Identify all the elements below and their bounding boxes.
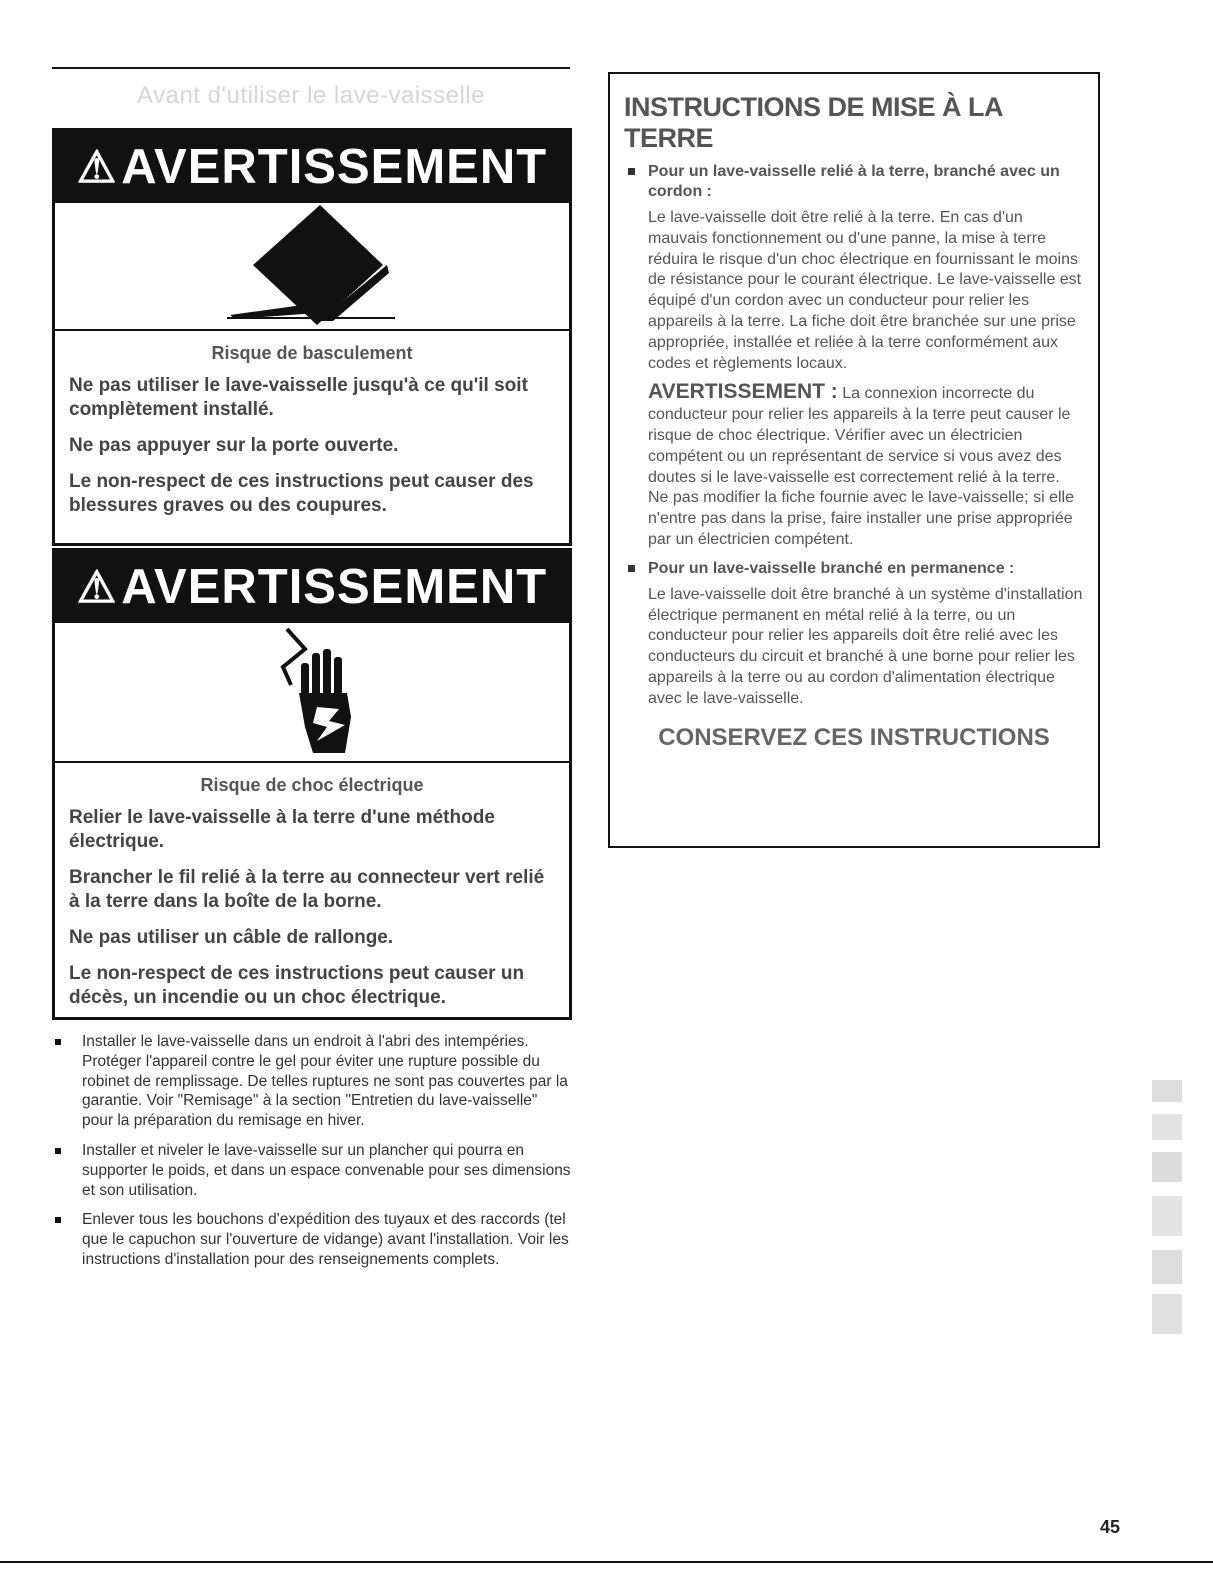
- warning-line: Ne pas utiliser un câble de rallonge.: [69, 927, 394, 948]
- warning-line: Brancher le fil relié à la terre au connecteur vert relié à la terre dans la boîte de la borne.: [69, 867, 545, 912]
- warning-line: Ne pas appuyer sur la porte ouverte.: [69, 435, 399, 456]
- grounding-body: Le lave-vaisselle doit être branché à un système d'installation électrique permanent en métal relié à la terre, ou un conducteur pour relier les appareils doit être relié avec les conducteurs du circuit et branché à une borne pour relier les appareils à la terre ou au cordon d'alimentation électrique avec le lave-vaisselle.: [648, 585, 1083, 707]
- list-item: [52, 1032, 572, 1131]
- grounding-warning-text: La connexion incorrecte du conducteur pour relier les appareils à la terre peut causer le risque de choc électrique. Vérifier avec un électricien compétent ou un représentant de service si vous avez des doutes si le lave-vaisselle est correctement relié à la terre. Ne pas modifier la fiche fournie avec le lave-vaisselle; si elle n'entre pas dans la prise, faire installer une prise appropriée par un électricien compétent.: [648, 385, 1074, 548]
- bullet-icon: [55, 1039, 61, 1045]
- warning-triangle-icon: ⚠: [76, 142, 118, 192]
- grounding-bullet: [610, 559, 1098, 579]
- grounding-title: INSTRUCTIONS DE MISE À LA TERRE: [624, 92, 1003, 153]
- risk-label: Risque de choc électrique: [200, 775, 424, 795]
- grounding-bullet-text: Pour un lave-vaisselle branché en permanence :: [648, 559, 1015, 577]
- warning-line: Le non-respect de ces instructions peut causer des blessures graves ou des coupures.: [69, 471, 534, 516]
- warning-header: [55, 131, 569, 203]
- risk-label: Risque de basculement: [211, 343, 413, 363]
- warning-line: Ne pas utiliser le lave-vaisselle jusqu'à ce qu'il soit complètement installé.: [69, 375, 528, 420]
- warning-line: Le non-respect de ces instructions peut causer un décès, un incendie ou un choc électrique.: [69, 963, 525, 1008]
- tip-over-picture: [55, 203, 569, 331]
- list-item: [52, 1141, 572, 1200]
- grounding-bullet-text: Pour un lave-vaisselle relié à la terre, branché avec un cordon :: [648, 163, 1060, 200]
- grounding-warning: [610, 382, 1098, 550]
- page-number: 45: [1100, 1517, 1121, 1537]
- warning-title: AVERTISSEMENT: [121, 140, 548, 194]
- grounding-body: Le lave-vaisselle doit être relié à la terre. En cas d'un mauvais fonctionnement ou d'une panne, la mise à terre réduira le risque d'un choc électrique en fournissant le moins de résistance pour le courant électrique. Le lave-vaisselle est équipé d'un cordon avec un conducteur pour relier les appareils à la terre. La fiche doit être branchée sur une prise appropriée, installée et reliée à la terre conformément aux codes et règlements locaux.: [648, 209, 1082, 372]
- installation-bullets: [52, 1032, 572, 1280]
- list-item-text: Installer et niveler le lave-vaisselle sur un plancher qui pourra en supporter le poids, et dans un espace convenable pour ses dimensions et son utilisation.: [82, 1141, 571, 1199]
- top-rule: [52, 67, 570, 69]
- electric-shock-icon: [55, 623, 569, 761]
- bottom-rule: [0, 1561, 1213, 1563]
- bullet-icon: [628, 565, 635, 572]
- bullet-icon: [55, 1217, 61, 1223]
- warning-triangle-icon: ⚠: [76, 562, 118, 612]
- section-title: Avant d'utiliser le lave-vaisselle: [137, 82, 485, 109]
- grounding-bullet: [610, 162, 1098, 202]
- grounding-warning-word: AVERTISSEMENT :: [648, 380, 838, 404]
- electric-shock-warning-box: [52, 548, 572, 1020]
- list-item-text: Installer le lave-vaisselle dans un endroit à l'abri des intempéries. Protéger l'appareil contre le gel pour éviter une rupture possible du robinet de remplissage. De telles ruptures ne sont pas couvertes par la garantie. Voir "Remisage" à la section "Entretien du lave-vaisselle" pour la préparation du remisage en hiver.: [82, 1033, 568, 1130]
- bullet-icon: [55, 1148, 61, 1154]
- warning-header: [55, 551, 569, 623]
- warning-line: Relier le lave-vaisselle à la terre d'une méthode électrique.: [69, 807, 495, 852]
- tip-over-warning-box: [52, 128, 572, 546]
- save-instructions-heading: CONSERVEZ CES INSTRUCTIONS: [658, 723, 1050, 751]
- tip-over-icon: [55, 203, 569, 329]
- list-item: [52, 1210, 572, 1269]
- bullet-icon: [628, 168, 635, 175]
- grounding-instructions-box: [608, 72, 1100, 848]
- electric-shock-picture: [55, 623, 569, 763]
- side-tab-mark: [1146, 1080, 1188, 1340]
- warning-title: AVERTISSEMENT: [121, 560, 548, 614]
- list-item-text: Enlever tous les bouchons d'expédition des tuyaux et des raccords (tel que le capuchon sur l'ouverture de vidange) avant l'installation. Voir les instructions d'installation pour des renseignements complets.: [82, 1211, 569, 1268]
